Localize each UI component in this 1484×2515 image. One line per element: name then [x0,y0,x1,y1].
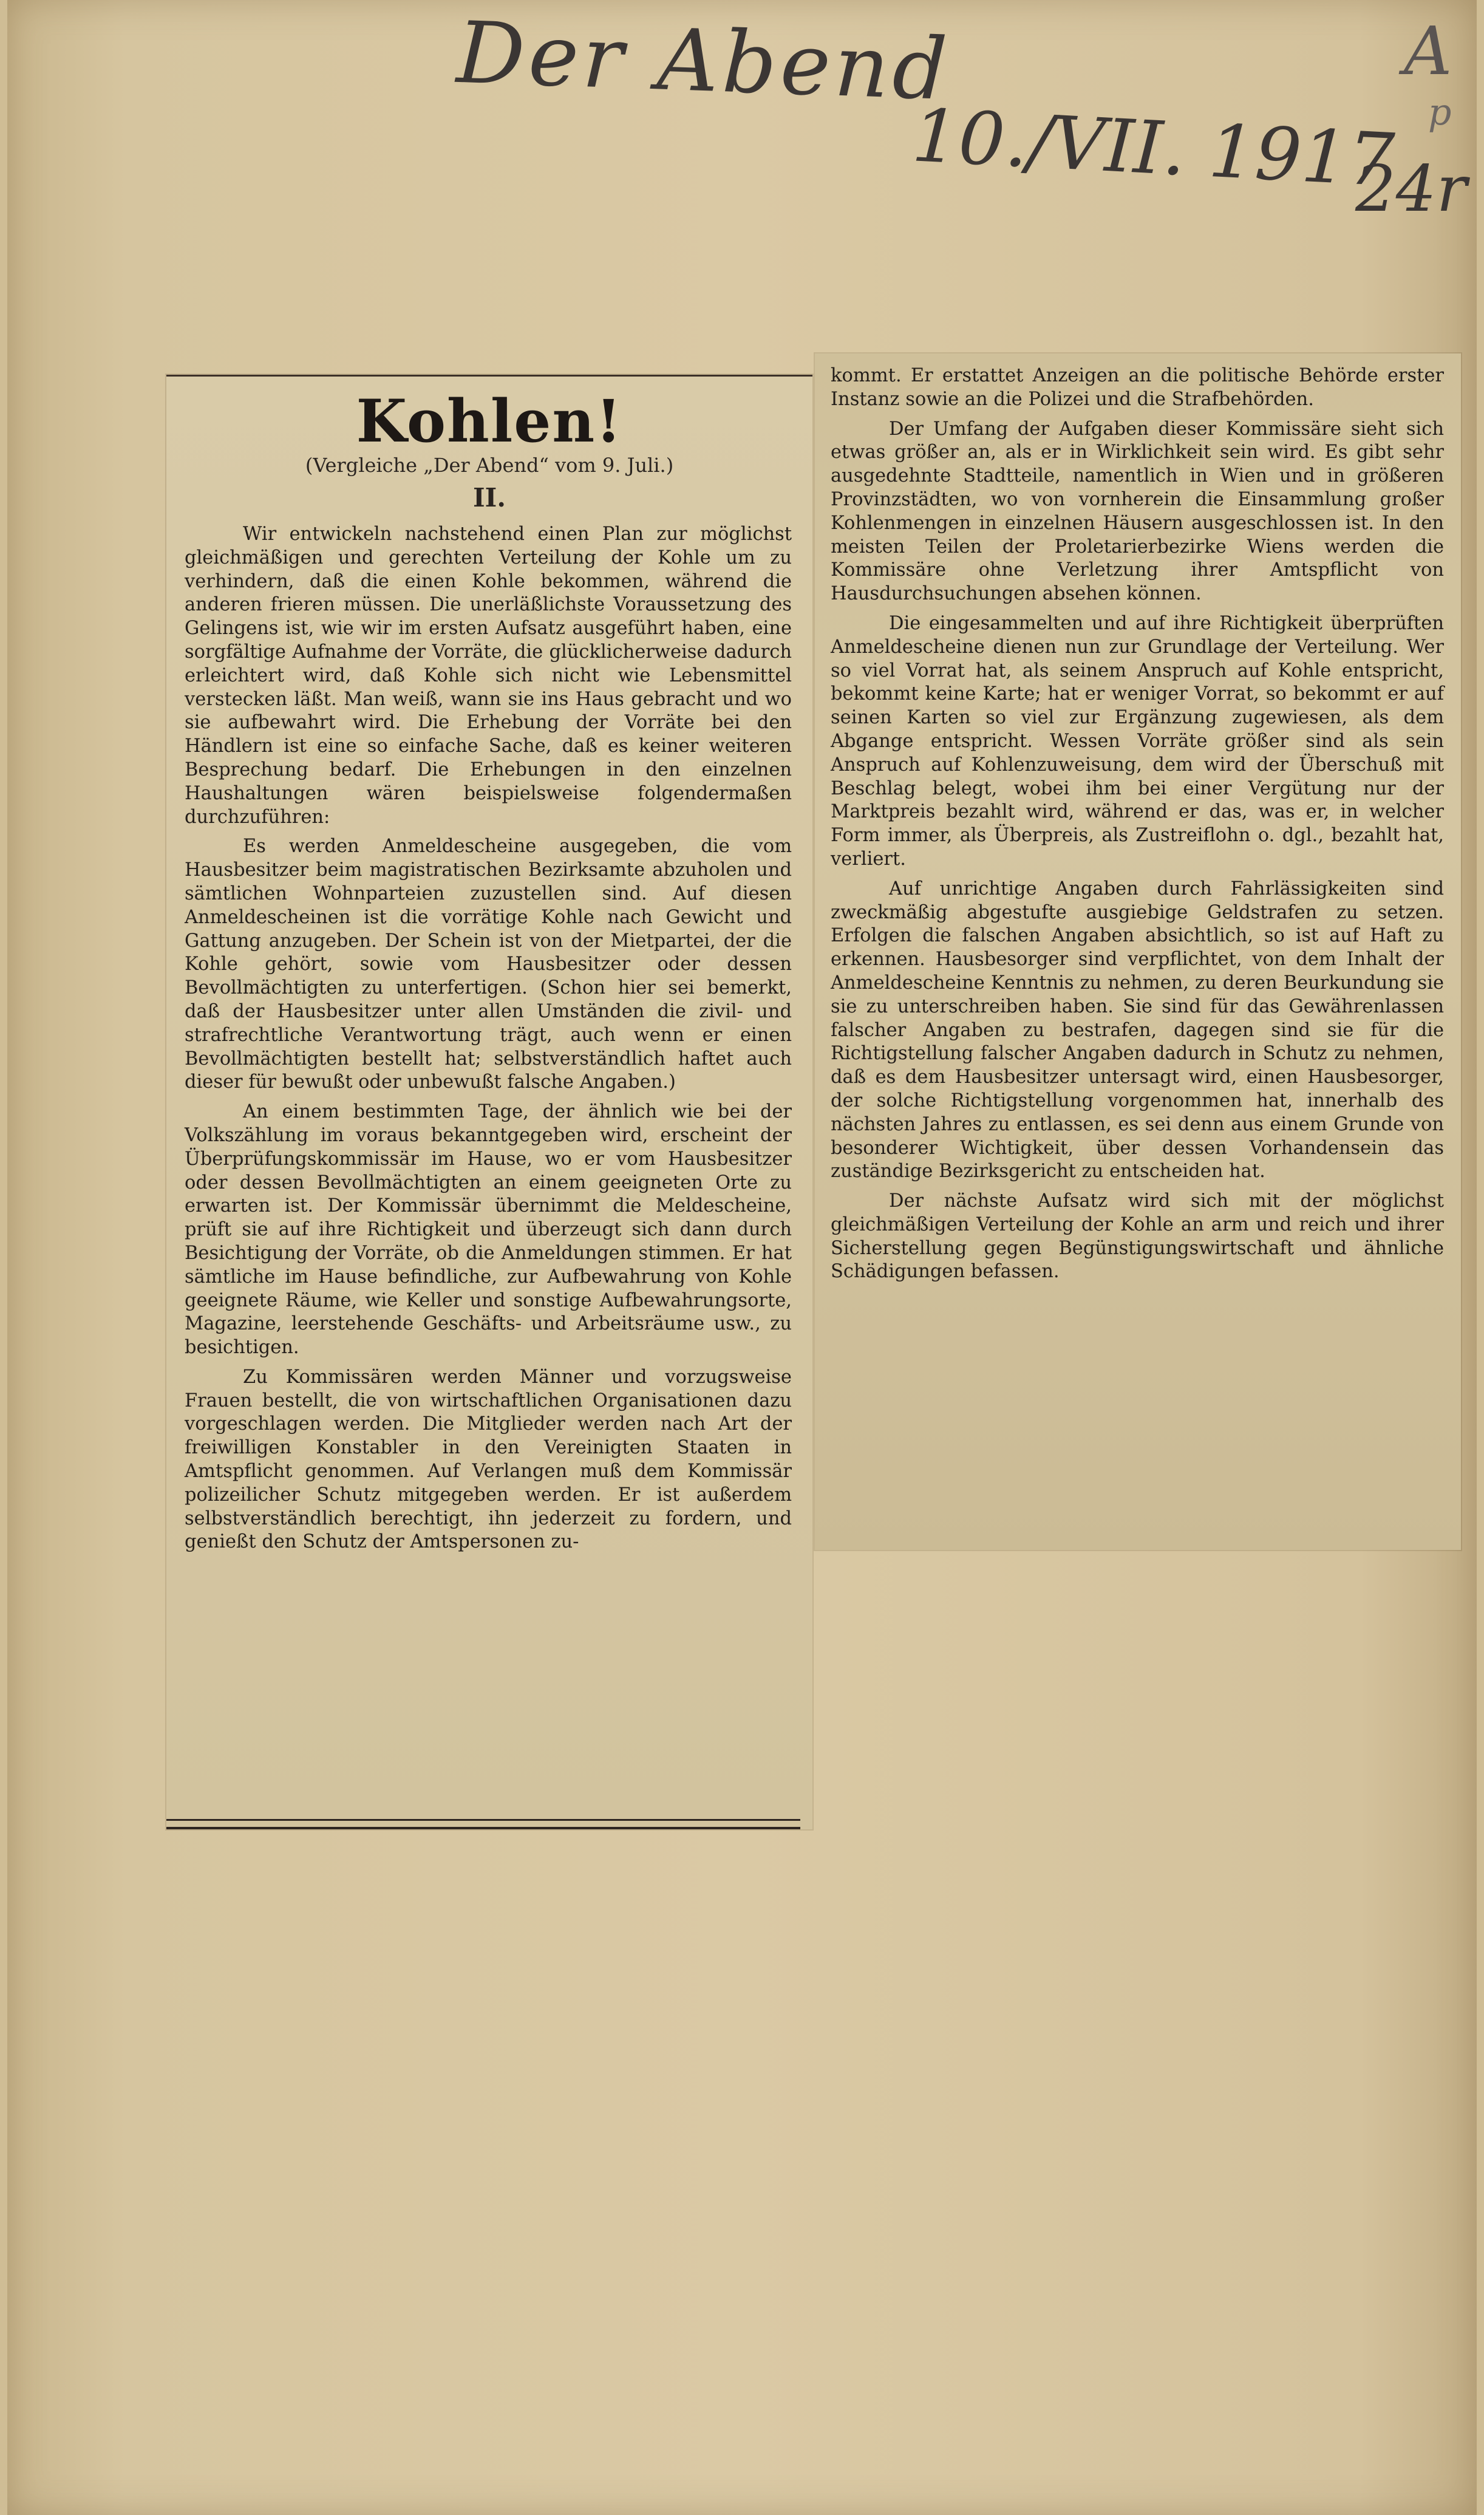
paragraph: kommt. Er erstattet Anzeigen an die politische Behörde erster Instanz sowie an die Polizei und die Strafbehörden. [831,365,1444,410]
handwritten-newspaper-title: Der Abend [455,3,953,120]
paragraph: Auf unrichtige Angaben durch Fahrlässigkeiten sind zweckmäßig abgestufte ausgiebige Geldstrafen zu setzen. Erfolgen die falschen Angaben absichtlich, so ist auf Haft zu erkennen. Hausbesorger sind verpflichtet, von dem Inhalt der Anmeldescheine Kenntnis zu nehmen, zu deren Beurkundung sie sie zu unterschreiben haben. Sie sind für das Gewährenlassen falscher Angaben zu bestrafen, dagegen sind sie für die Richtigstellung falscher Angaben dadurch in Schutz zu nehmen, daß es dem Hausbesitzer untersagt wird, einen Hausbesorger, der solche Richtigstellung vorgenommen hat, innerhalb des nächsten Jahres zu entlassen, es sei denn aus einem Grunde von besonderer Wichtigkeit, über dessen Vorhandensein das zuständige Bezirksgericht zu entscheiden hat. [831,878,1444,1182]
handwritten-folio-mark: 24r [1355,152,1467,226]
paragraph: Der nächste Aufsatz wird sich mit der möglichst gleichmäßigen Verteilung der Kohle an arm und reich und ihrer Sicherstellung gegen Begünstigungswirtschaft und ähnliche Schädigungen befassen. [831,1190,1444,1283]
article-part-numeral: II. [473,483,506,513]
right-column-body [831,364,1444,1290]
handwritten-date: 10./VII. 1917 [910,94,1397,203]
paragraph: Wir entwickeln nachstehend einen Plan zur möglichst gleichmäßigen und gerechten Verteilung der Kohle um zu verhindern, daß die einen Kohle bekommen, während die anderen frieren müssen. Die unerläßlichste Voraussetzung des Gelingens ist, wie wir im ersten Aufsatz ausgeführt haben, eine sorgfältige Aufnahme der Vorräte, die glücklicherweise dadurch erleichtert wird, daß Kohle sich nicht wie Lebensmittel verstecken läßt. Man weiß, wann sie ins Haus gebracht und wo sie aufbewahrt wird. Die Erhebung der Vorräte bei den Händlern ist eine so einfache Sache, daß es keiner weiteren Besprechung bedarf. Die Erhebungen in den einzelnen Haushaltungen wären beispielsweise folgendermaßen durchzuführen: [185,524,792,828]
article-subtitle: (Vergleiche „Der Abend“ vom 9. Juli.) [305,454,674,477]
paragraph: Es werden Anmeldescheine ausgegeben, die vom Hausbesitzer beim magistratischen Bezirksamte abzuholen und sämtlichen Wohnparteien zuzustellen sind. Auf diesen Anmeldescheinen ist die vorrätige Kohle nach Gewicht und Gattung anzugeben. Der Schein ist von der Mietpartei, der die Kohle gehört, sowie vom Hausbesitzer oder dessen Bevollmächtigten zu unterfertigen. (Schon hier sei bemerkt, daß der Hausbesitzer unter allen Umständen die zivil- und strafrechtliche Verantwortung trägt, auch wenn er einen Bevollmächtigten bestellt hat; selbstverständlich haftet auch dieser für bewußt oder unbewußt falsche Angaben.) [185,836,792,1093]
paragraph: Der Umfang der Aufgaben dieser Kommissäre sieht sich etwas größer an, als er in Wirklichkeit sein wird. Es gibt sehr ausgedehnte Stadtteile, namentlich in Wien und in größeren Provinzstädten, wo von vornherein die Einsammlung großer Kohlenmengen in einzelnen Häusern ausgeschlossen ist. In den meisten Teilen der Proletarierbezirke Wiens werden die Kommissäre ohne Verletzung ihrer Amtspflicht von Hausdurchsuchungen absehen können. [831,418,1444,605]
paragraph: Die eingesammelten und auf ihre Richtigkeit überprüften Anmeldescheine dienen nun zur Grundlage der Verteilung. Wer so viel Vorrat hat, als seinem Anspruch auf Kohle entspricht, bekommt keine Karte; hat er weniger Vorrat, so bekommt er auf seinen Karten so viel zur Ergänzung zugewiesen, als dem Abgange entspricht. Wessen Vorräte größer sind als sein Anspruch auf Kohlenzuweisung, dem wird der Überschuß mit Beschlag belegt, wobei ihm bei einer Vergütung nur der Marktpreis bezahlt wird, während er das, was er, in welcher Form immer, als Überpreis, als Zustreiflohn o. dgl., bezahlt hat, verliert. [831,612,1444,870]
handwritten-corner-letter: A [1404,12,1452,90]
handwritten-corner-small: p [1428,91,1452,134]
paragraph: An einem bestimmten Tage, der ähnlich wie bei der Volkszählung im voraus bekanntgegeben wird, erscheint der Überprüfungskommissär im Hause, wo er vom Hausbesitzer oder dessen Bevollmächtigten an einem geeigneten Orte zu erwarten ist. Der Kommissär übernimmt die Meldescheine, prüft sie auf ihre Richtigkeit und überzeugt sich dann durch Besichtigung der Vorräte, ob die Anmeldungen stimmen. Er hat sämtliche im Hause befindliche, zur Aufbewahrung von Kohle geeignete Räume, wie Keller und sonstige Aufbewahrungsorte, Magazine, leerstehende Geschäfts- und Arbeitsräume usw., zu besichtigen. [185,1101,792,1359]
left-column-body [185,523,792,1560]
clipping-right-column [815,353,1461,1550]
clipping-left-column [166,375,812,1829]
article-headline: Kohlen! [356,387,623,456]
paragraph: Zu Kommissären werden Männer und vorzugsweise Frauen bestellt, die von wirtschaftlichen Organisationen dazu vorgeschlagen werden. Die Mitglieder werden nach Art der freiwilligen Konstabler in den Vereinigten Staaten in Amtspflicht genommen. Auf Verlangen muß dem Kommissär polizeilicher Schutz mitgegeben werden. Er ist außerdem selbstverständlich berechtigt, ihn jederzeit zu fordern, und genießt den Schutz der Amtspersonen zu- [185,1366,792,1553]
archive-sheet [7,0,1477,2515]
